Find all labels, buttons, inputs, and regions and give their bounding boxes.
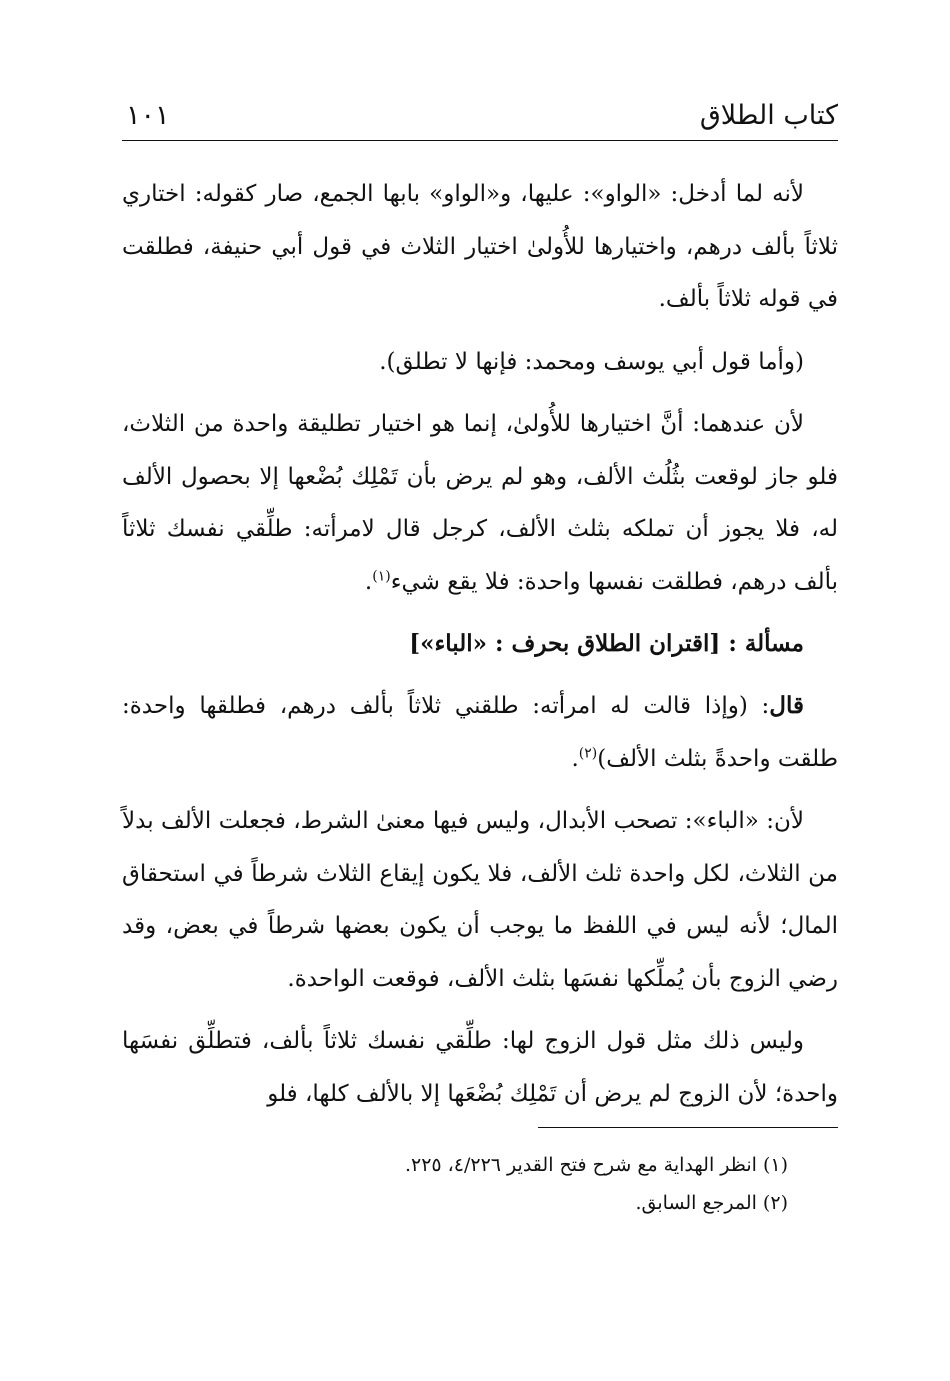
paragraph-3-text: لأن عندهما: أنَّ اختيارها للأُولىٰ، إنما هو اختيار تطليقة واحدة من الثلاث، فلو جاز لوقعت بثُلُث الألف، وهو لم يرض بأن تَمْلِك بُضْعها إلا بحصول الألف له، فلا يجوز أن تملكه بثلث الألف، كرجل قال لامرأته: طلِّقي نفسك ثلاثاً بألف درهم، فطلقت نفسها واحدة: فلا يقع شيء <box>122 411 838 595</box>
footnote-divider <box>538 1127 838 1128</box>
book-title: كتاب الطلاق <box>699 100 838 131</box>
paragraph-4 <box>122 680 838 785</box>
paragraph-6: وليس ذلك مثل قول الزوج لها: طلِّقي نفسك ثلاثاً بألف، فتطلِّق نفسَها واحدة؛ لأن الزوج لم يرض أن تَمْلِك بُضْعَها إلا بالألف كلها، فلو <box>122 1028 838 1107</box>
paragraph-1: لأنه لما أدخل: «الواو»: عليها، و«الواو» بابها الجمع، صار كقوله: اختاري ثلاثاً بألف درهم، واختيارها للأُولىٰ اختيار الثلاث في قول أبي حنيفة، فطلقت في قوله ثلاثاً بألف. <box>122 181 839 312</box>
footnote-2: (٢) المرجع السابق. <box>635 1192 788 1214</box>
footnotes <box>122 1146 838 1222</box>
section-heading: مسألة : [اقتران الطلاق بحرف : «الباء»] <box>409 630 804 657</box>
main-text <box>122 168 838 1130</box>
footnote-1: (١) انظر الهداية مع شرح فتح القدير ٤/٢٢٦، ٢٢٥. <box>404 1154 788 1176</box>
paragraph-3-end: . <box>364 568 373 595</box>
book-page <box>122 0 838 1381</box>
paragraph-5: لأن: «الباء»: تصحب الأبدال، وليس فيها معنىٰ الشرط، فجعلت الألف بدلاً من الثلاث، لكل واحدة ثلث الألف، فلا يكون إيقاع الثلاث شرطاً في استحقاق المال؛ لأنه ليس في اللفظ ما يوجب أن يكون بعضها شرطاً في بعض، وقد رضي الزوج بأن يُملِّكها نفسَها بثلث الألف، فوقعت الواحدة. <box>122 808 838 992</box>
paragraph-2: (وأما قول أبي يوسف ومحمد: فإنها لا تطلق). <box>379 348 804 375</box>
paragraph-4-lead: قال <box>769 692 804 719</box>
page-number: ١٠١ <box>126 100 170 131</box>
running-header <box>122 96 838 141</box>
footnote-ref-1[interactable]: (١) <box>372 567 391 584</box>
paragraph-4-end: . <box>571 745 579 772</box>
paragraph-4-text: : (وإذا قالت له امرأته: طلقني ثلاثاً بألف درهم، فطلقها واحدة: طلقت واحدةً بثلث الألف) <box>122 693 838 772</box>
paragraph-3 <box>122 398 838 608</box>
footnote-ref-2[interactable]: (٢) <box>578 744 598 761</box>
